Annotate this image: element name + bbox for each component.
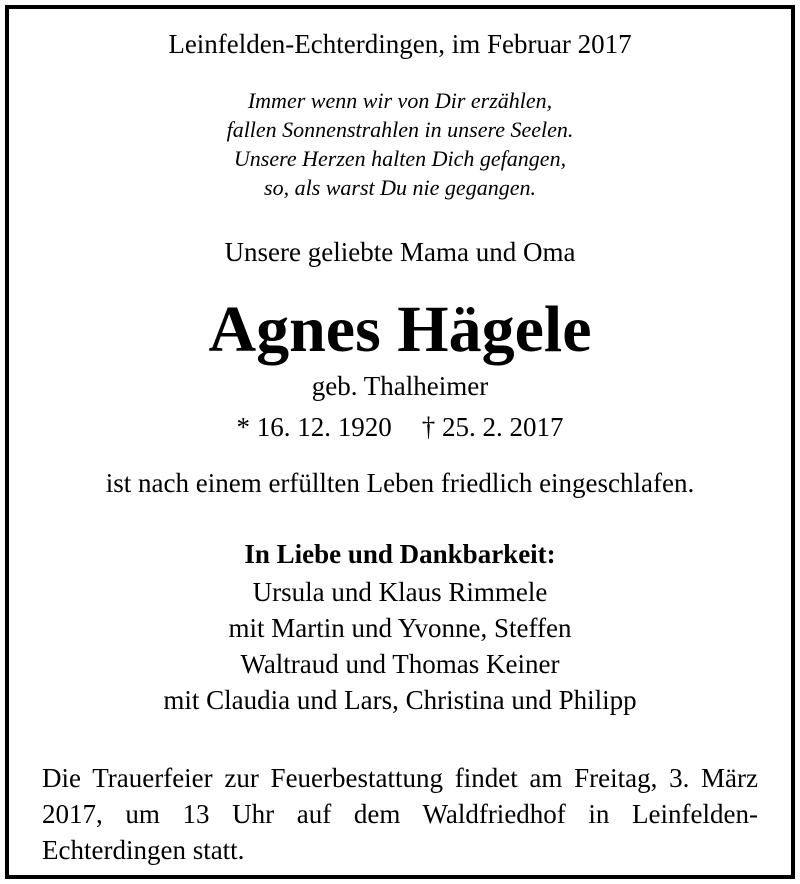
poem-line: Unsere Herzen halten Dich gefangen, — [233, 146, 567, 171]
funeral-service-info: Die Trauerfeier zur Feuerbestattung findet am Freitag, 3. März 2017, um 13 Uhr auf dem Waldfriedhof in Leinfelden-Echterdingen statt. — [42, 763, 758, 865]
mourner-line: mit Claudia und Lars, Christina und Philipp — [163, 685, 637, 715]
deceased-name: Agnes Hägele — [208, 293, 592, 366]
birth-name: geb. Thalheimer — [311, 371, 489, 401]
mourners-list — [9, 574, 791, 718]
memorial-poem — [9, 86, 791, 202]
death-date: † 25. 2. 2017 — [421, 412, 564, 442]
passing-message: ist nach einem erfüllten Leben friedlich eingeschlafen. — [105, 468, 695, 498]
thanks-heading: In Liebe und Dankbarkeit: — [244, 539, 556, 569]
place-date-line: Leinfelden-Echterdingen, im Februar 2017 — [168, 29, 632, 59]
intro-line: Unsere geliebte Mama und Oma — [224, 237, 576, 267]
birth-date: * 16. 12. 1920 — [236, 412, 392, 442]
poem-line: so, als warst Du nie gegangen. — [264, 175, 536, 200]
obituary-notice — [5, 5, 795, 879]
poem-line: Immer wenn wir von Dir erzählen, — [247, 88, 553, 113]
poem-line: fallen Sonnenstrahlen in unsere Seelen. — [226, 117, 574, 142]
mourner-line: mit Martin und Yvonne, Steffen — [228, 613, 572, 643]
mourner-line: Waltraud und Thomas Keiner — [240, 649, 560, 679]
mourner-line: Ursula und Klaus Rimmele — [252, 577, 548, 607]
life-dates — [9, 411, 791, 443]
